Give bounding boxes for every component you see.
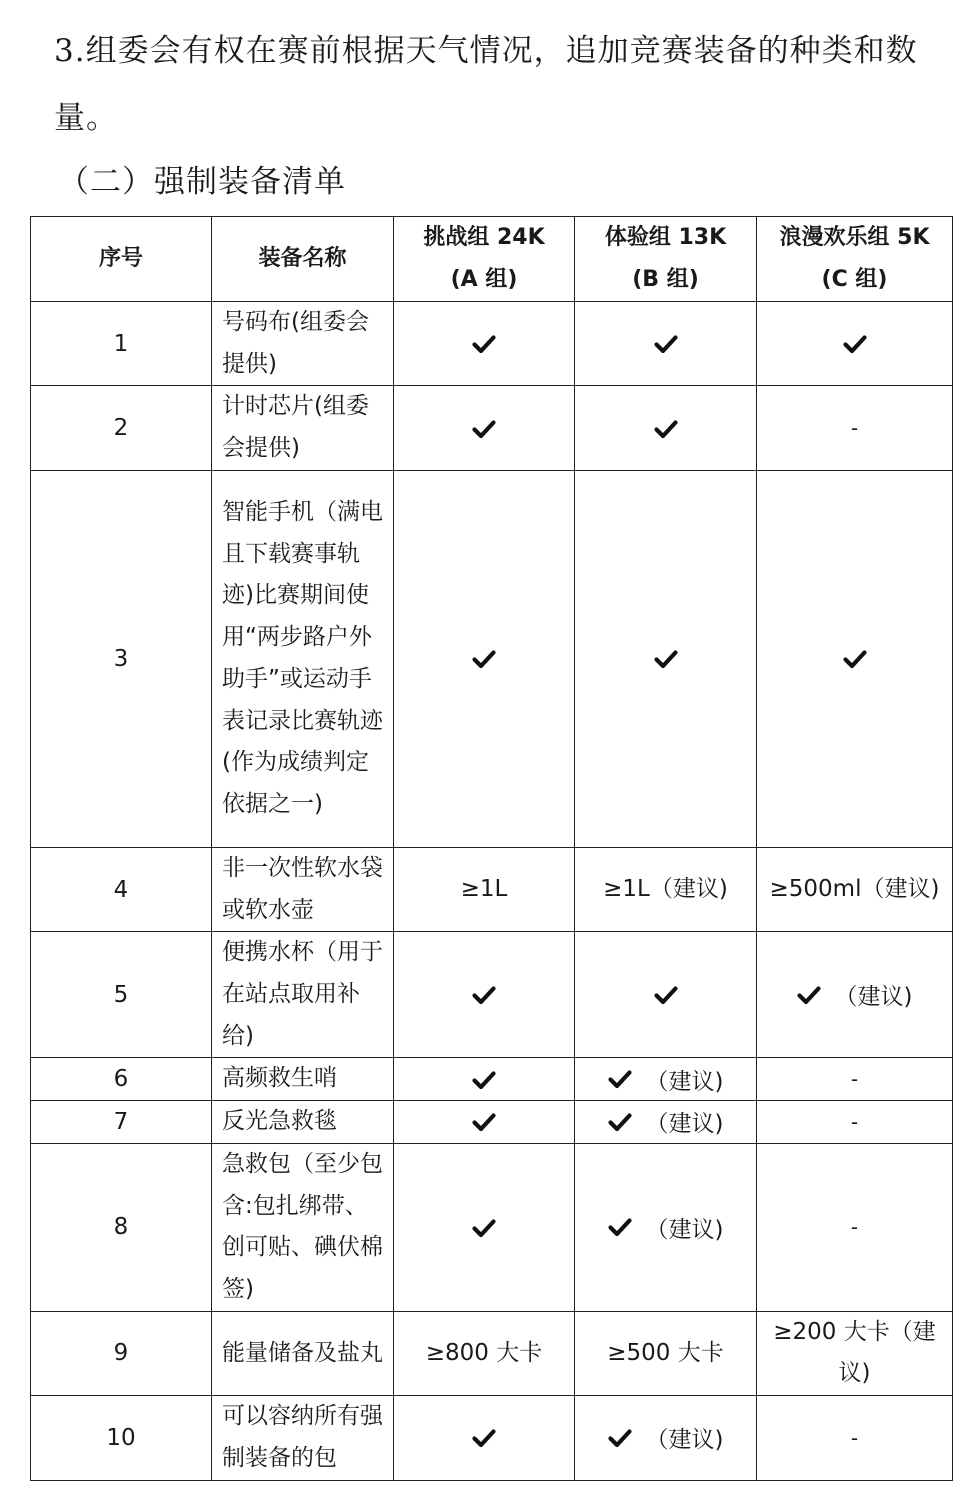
checkmark-icon [472, 983, 496, 1007]
dash-text: - [850, 1215, 859, 1240]
table-row [31, 1311, 953, 1395]
row-index: 7 [31, 1101, 212, 1144]
cell-group-a [394, 1143, 575, 1311]
header-group-b-title: 体验组 13K [604, 225, 727, 250]
row-equipment-name: 智能手机（满电且下载赛事轨迹)比赛期间使用“两步路户外助手”或运动手表记录比赛轨迹(作为成绩判定依据之一) [212, 470, 394, 847]
cell-group-b [575, 1143, 757, 1311]
value-text: ≥800 大卡 [425, 1339, 543, 1366]
table-row [31, 932, 953, 1058]
cell-group-c [757, 1058, 953, 1101]
checkmark-icon [472, 332, 496, 356]
dash-text: - [850, 1425, 859, 1450]
cell-group-a [394, 302, 575, 386]
checkmark-icon [654, 332, 678, 356]
suggestion-note: （建议) [645, 1216, 724, 1243]
value-text: ≥500 大卡 [607, 1339, 724, 1366]
header-group-a [394, 217, 575, 302]
cell-group-c [757, 302, 953, 386]
cell-group-c [757, 932, 953, 1058]
row-equipment-name: 能量储备及盐丸 [212, 1311, 394, 1395]
checkmark-icon [608, 1426, 632, 1450]
row-equipment-name: 便携水杯（用于在站点取用补给) [212, 932, 394, 1058]
suggestion-note: （建议) [645, 1427, 724, 1454]
table-row [31, 302, 953, 386]
dash-text: - [850, 416, 859, 441]
checkmark-icon [797, 983, 821, 1007]
checkmark-icon [843, 332, 867, 356]
cell-group-b [575, 1058, 757, 1101]
cell-group-c [757, 1311, 953, 1395]
checkmark-icon [654, 417, 678, 441]
table-row [31, 470, 953, 847]
checkmark-icon [472, 1110, 496, 1134]
dash-text: - [850, 1067, 859, 1092]
checkmark-icon [654, 647, 678, 671]
table-header-row [31, 217, 953, 302]
intro-paragraph: 3.组委会有权在赛前根据天气情况，追加竞赛装备的种类和数量。 [54, 33, 918, 136]
checkmark-icon [654, 983, 678, 1007]
cell-group-b [575, 932, 757, 1058]
dash-text: - [850, 1109, 859, 1134]
cell-group-b [575, 1396, 757, 1480]
header-group-c [757, 217, 953, 302]
row-index: 1 [31, 302, 212, 386]
header-group-a-sub: (A 组) [450, 267, 518, 292]
table-row [31, 1101, 953, 1144]
row-equipment-name: 可以容纳所有强制装备的包 [212, 1396, 394, 1480]
table-row [31, 847, 953, 931]
cell-group-b [575, 386, 757, 470]
header-group-b [575, 217, 757, 302]
mandatory-equipment-table [30, 216, 953, 1481]
checkmark-icon [472, 1216, 496, 1240]
cell-group-a [394, 1311, 575, 1395]
value-text: ≥500ml（建议) [769, 875, 940, 902]
table-row [31, 386, 953, 470]
row-equipment-name: 号码布(组委会提供) [212, 302, 394, 386]
row-equipment-name: 急救包（至少包含:包扎绑带、创可贴、碘伏棉签) [212, 1143, 394, 1311]
row-index: 5 [31, 932, 212, 1058]
cell-group-a [394, 1058, 575, 1101]
checkmark-icon [472, 417, 496, 441]
cell-group-c [757, 1396, 953, 1480]
cell-group-a [394, 1396, 575, 1480]
row-equipment-name: 高频救生哨 [212, 1058, 394, 1101]
header-group-a-title: 挑战组 24K [423, 225, 545, 250]
checkmark-icon [608, 1067, 632, 1091]
row-equipment-name: 反光急救毯 [212, 1101, 394, 1144]
value-text: ≥200 大卡（建议) [773, 1318, 936, 1387]
cell-group-a [394, 386, 575, 470]
cell-group-b [575, 1311, 757, 1395]
cell-group-b [575, 302, 757, 386]
checkmark-icon [472, 1426, 496, 1450]
cell-group-b [575, 1101, 757, 1144]
suggestion-note: （建议) [834, 984, 913, 1011]
checkmark-icon [608, 1110, 632, 1134]
row-equipment-name: 非一次性软水袋或软水壶 [212, 847, 394, 931]
cell-group-c [757, 847, 953, 931]
suggestion-note: （建议) [645, 1068, 724, 1095]
cell-group-c [757, 1143, 953, 1311]
row-index: 9 [31, 1311, 212, 1395]
header-index: 序号 [31, 217, 212, 302]
table-row [31, 1396, 953, 1480]
header-group-c-title: 浪漫欢乐组 5K [779, 225, 930, 250]
row-index: 8 [31, 1143, 212, 1311]
header-group-b-sub: (B 组) [632, 267, 699, 292]
cell-group-b [575, 470, 757, 847]
section-heading: （二）强制装备清单 [58, 164, 346, 200]
cell-group-c [757, 386, 953, 470]
cell-group-b [575, 847, 757, 931]
header-group-c-sub: (C 组) [821, 267, 888, 292]
cell-group-a [394, 470, 575, 847]
row-index: 2 [31, 386, 212, 470]
row-equipment-name: 计时芯片(组委会提供) [212, 386, 394, 470]
cell-group-a [394, 1101, 575, 1144]
suggestion-note: （建议) [645, 1111, 724, 1138]
value-text: ≥1L（建议) [603, 875, 728, 902]
cell-group-a [394, 847, 575, 931]
checkmark-icon [843, 647, 867, 671]
table-row [31, 1143, 953, 1311]
checkmark-icon [608, 1215, 632, 1239]
row-index: 6 [31, 1058, 212, 1101]
checkmark-icon [472, 1068, 496, 1092]
table-row [31, 1058, 953, 1101]
cell-group-a [394, 932, 575, 1058]
cell-group-c [757, 470, 953, 847]
value-text: ≥1L [460, 875, 508, 902]
row-index: 4 [31, 847, 212, 931]
checkmark-icon [472, 647, 496, 671]
cell-group-c [757, 1101, 953, 1144]
row-index: 10 [31, 1396, 212, 1480]
row-index: 3 [31, 470, 212, 847]
header-name: 装备名称 [212, 217, 394, 302]
